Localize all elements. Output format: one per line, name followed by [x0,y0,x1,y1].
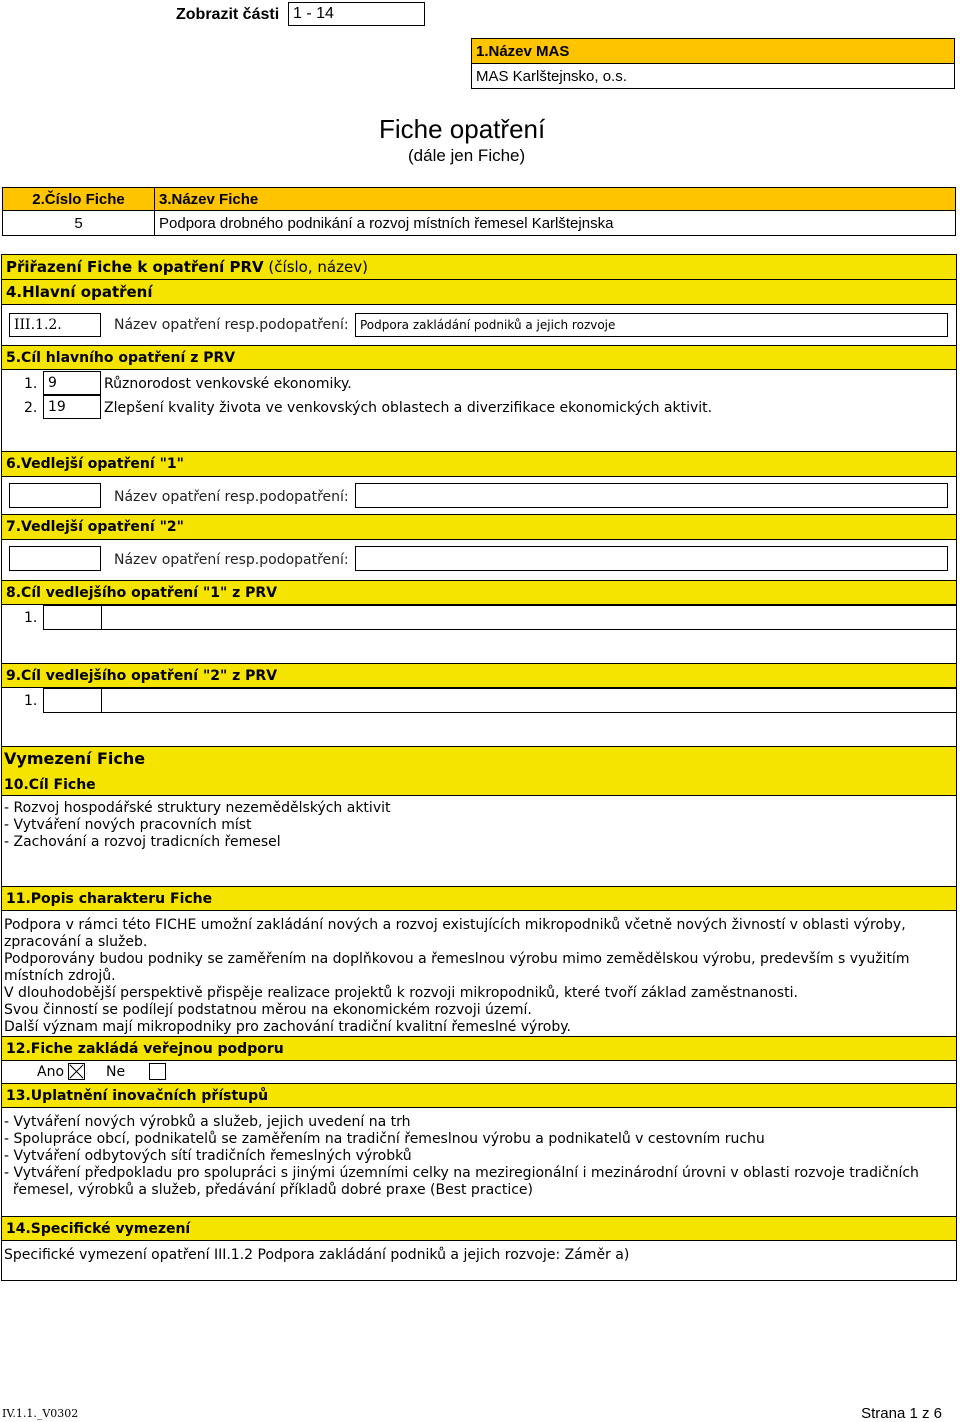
fiche-goal-header: 10.Cíl Fiche [4,777,96,793]
description-line: Další význam mají mikropodniky pro zachování tradiční kvalitní řemeslné výroby. [4,1019,571,1035]
public-support-no-label: Ne [106,1064,126,1080]
secondary-1-code-field[interactable] [9,483,101,508]
main-goal-header: 5.Cíl hlavního opatření z PRV [1,345,957,370]
secondary-goal-1-header: 8.Cíl vedlejšího opatření "1" z PRV [1,580,957,605]
main-measure-name-value: Podpora zakládání podniků a jejich rozvoje [355,313,948,337]
page-subtitle: (dále jen Fiche) [408,146,526,165]
main-measure-name-label: Název opatření resp.podopatření: [114,317,349,333]
fiche-name-value: Podpora drobného podnikání a rozvoj místních řemesel Karlštejnska [154,210,956,236]
secondary-1-header: 6.Vedlejší opatření "1" [1,451,957,477]
secondary-1-name-field[interactable] [355,483,948,508]
public-support-header: 12.Fiche zakládá veřejnou podporu [1,1036,957,1061]
footer-page: Strana 1 z 6 [861,1405,942,1422]
description-text [4,917,952,1036]
secondary-goal-2-header: 9.Cíl vedlejšího opatření "2" z PRV [1,663,957,688]
secondary-goal-1-text-field[interactable] [101,605,957,630]
fiche-number-value: 5 [2,210,155,236]
secondary-2-header: 7.Vedlejší opatření "2" [1,514,957,540]
description-header: 11.Popis charakteru Fiche [1,886,957,911]
assignment-header-bold: Přiřazení Fiche k opatření PRV [6,258,264,276]
zobrazit-input[interactable]: 1 - 14 [288,2,425,26]
main-measure-code: III.1.2. [9,313,101,337]
description-line: V dlouhodobější perspektivě přispěje realizace projektů k rozvoji mikropodniků, které tvoří základ zaměstnanosti. [4,985,798,1001]
description-line: Svou činností se podílejí podstatnou měrou na ekonomickém rozvoji území. [4,1002,532,1018]
description-line: zpracování a služeb. [4,934,148,950]
secondary-goal-2-num: 1. [24,693,38,709]
mas-header: 1.Název MAS [471,38,955,64]
public-support-yes-checkbox[interactable] [68,1063,85,1080]
fiche-number-header: 2.Číslo Fiche [2,187,155,211]
page-title: Fiche opatření [379,114,546,144]
main-goal-code-1: 9 [43,371,101,395]
main-goal-text-2: Zlepšení kvality života ve venkovských oblastech a diverzifikace ekonomických aktivit. [104,400,713,416]
secondary-goal-2-text-field[interactable] [101,688,957,713]
secondary-2-code-field[interactable] [9,546,101,571]
main-goal-text-1: Různorodost venkovské ekonomiky. [104,376,352,392]
description-line: Podporovány budou podniky se zaměřením na doplňkovou a řemeslnou výrobu mimo zemědělskou výrobu, predevším s využitím [4,951,910,967]
secondary-2-name-field[interactable] [355,546,948,571]
innovation-header: 13.Uplatnění inovačních přístupů [1,1083,957,1108]
main-measure-header: 4.Hlavní opatření [1,279,957,305]
specific-header: 14.Specifické vymezení [1,1216,957,1241]
fiche-goal-text: - Rozvoj hospodářské struktury nezemědělských aktivit - Vytváření nových pracovních míst - Zachování a rozvoj tradicních řemesel [4,800,391,850]
description-line: Podpora v rámci této FICHE umožní zakládání nových a rozvoj existujících mikropodniků včetně nových živností v oblasti výroby, [4,917,906,933]
main-goal-num-1: 1. [24,376,38,392]
secondary-goal-1-num: 1. [24,610,38,626]
secondary-goal-2-code-field[interactable] [43,688,102,713]
secondary-1-name-label: Název opatření resp.podopatření: [114,489,349,505]
footer-code: IV.1.1._V0302 [2,1407,79,1420]
secondary-2-name-label: Název opatření resp.podopatření: [114,552,349,568]
mas-name: MAS Karlštejnsko, o.s. [471,63,955,89]
public-support-yes-label: Ano [37,1064,65,1080]
zobrazit-label: Zobrazit části [176,6,280,23]
assignment-header [1,254,957,280]
public-support-no-checkbox[interactable] [149,1063,166,1080]
innovation-text: - Vytváření nových výrobků a služeb, jejich uvedení na trh - Spolupráce obcí, podnikatelů se zaměřením na tradiční řemeslnou výrobu a podnikatelů v cestovním ruchu - Vytváření odbytových sítí tradičních řemeslných výrobků - Vytváření předpokladu pro spolupráci s jinými územními celky na meziregionální i mezinárodní úrovni v oblasti rozvoje tradičních řemesel, výrobků a služeb, předávání příkladů dobré praxe (Best practice) [4,1114,919,1198]
main-goal-code-2: 19 [43,395,101,419]
secondary-goal-1-code-field[interactable] [43,605,102,630]
fiche-name-header: 3.Název Fiche [154,187,956,211]
main-goal-num-2: 2. [24,400,38,416]
specific-text: Specifické vymezení opatření III.1.2 Podpora zakládání podniků a jejich rozvoje: Záměr a) [4,1247,630,1263]
vymezeni-header: Vymezení Fiche [4,749,146,768]
assignment-header-note: (číslo, název) [263,258,368,276]
description-line: místních zdrojů. [4,968,116,984]
